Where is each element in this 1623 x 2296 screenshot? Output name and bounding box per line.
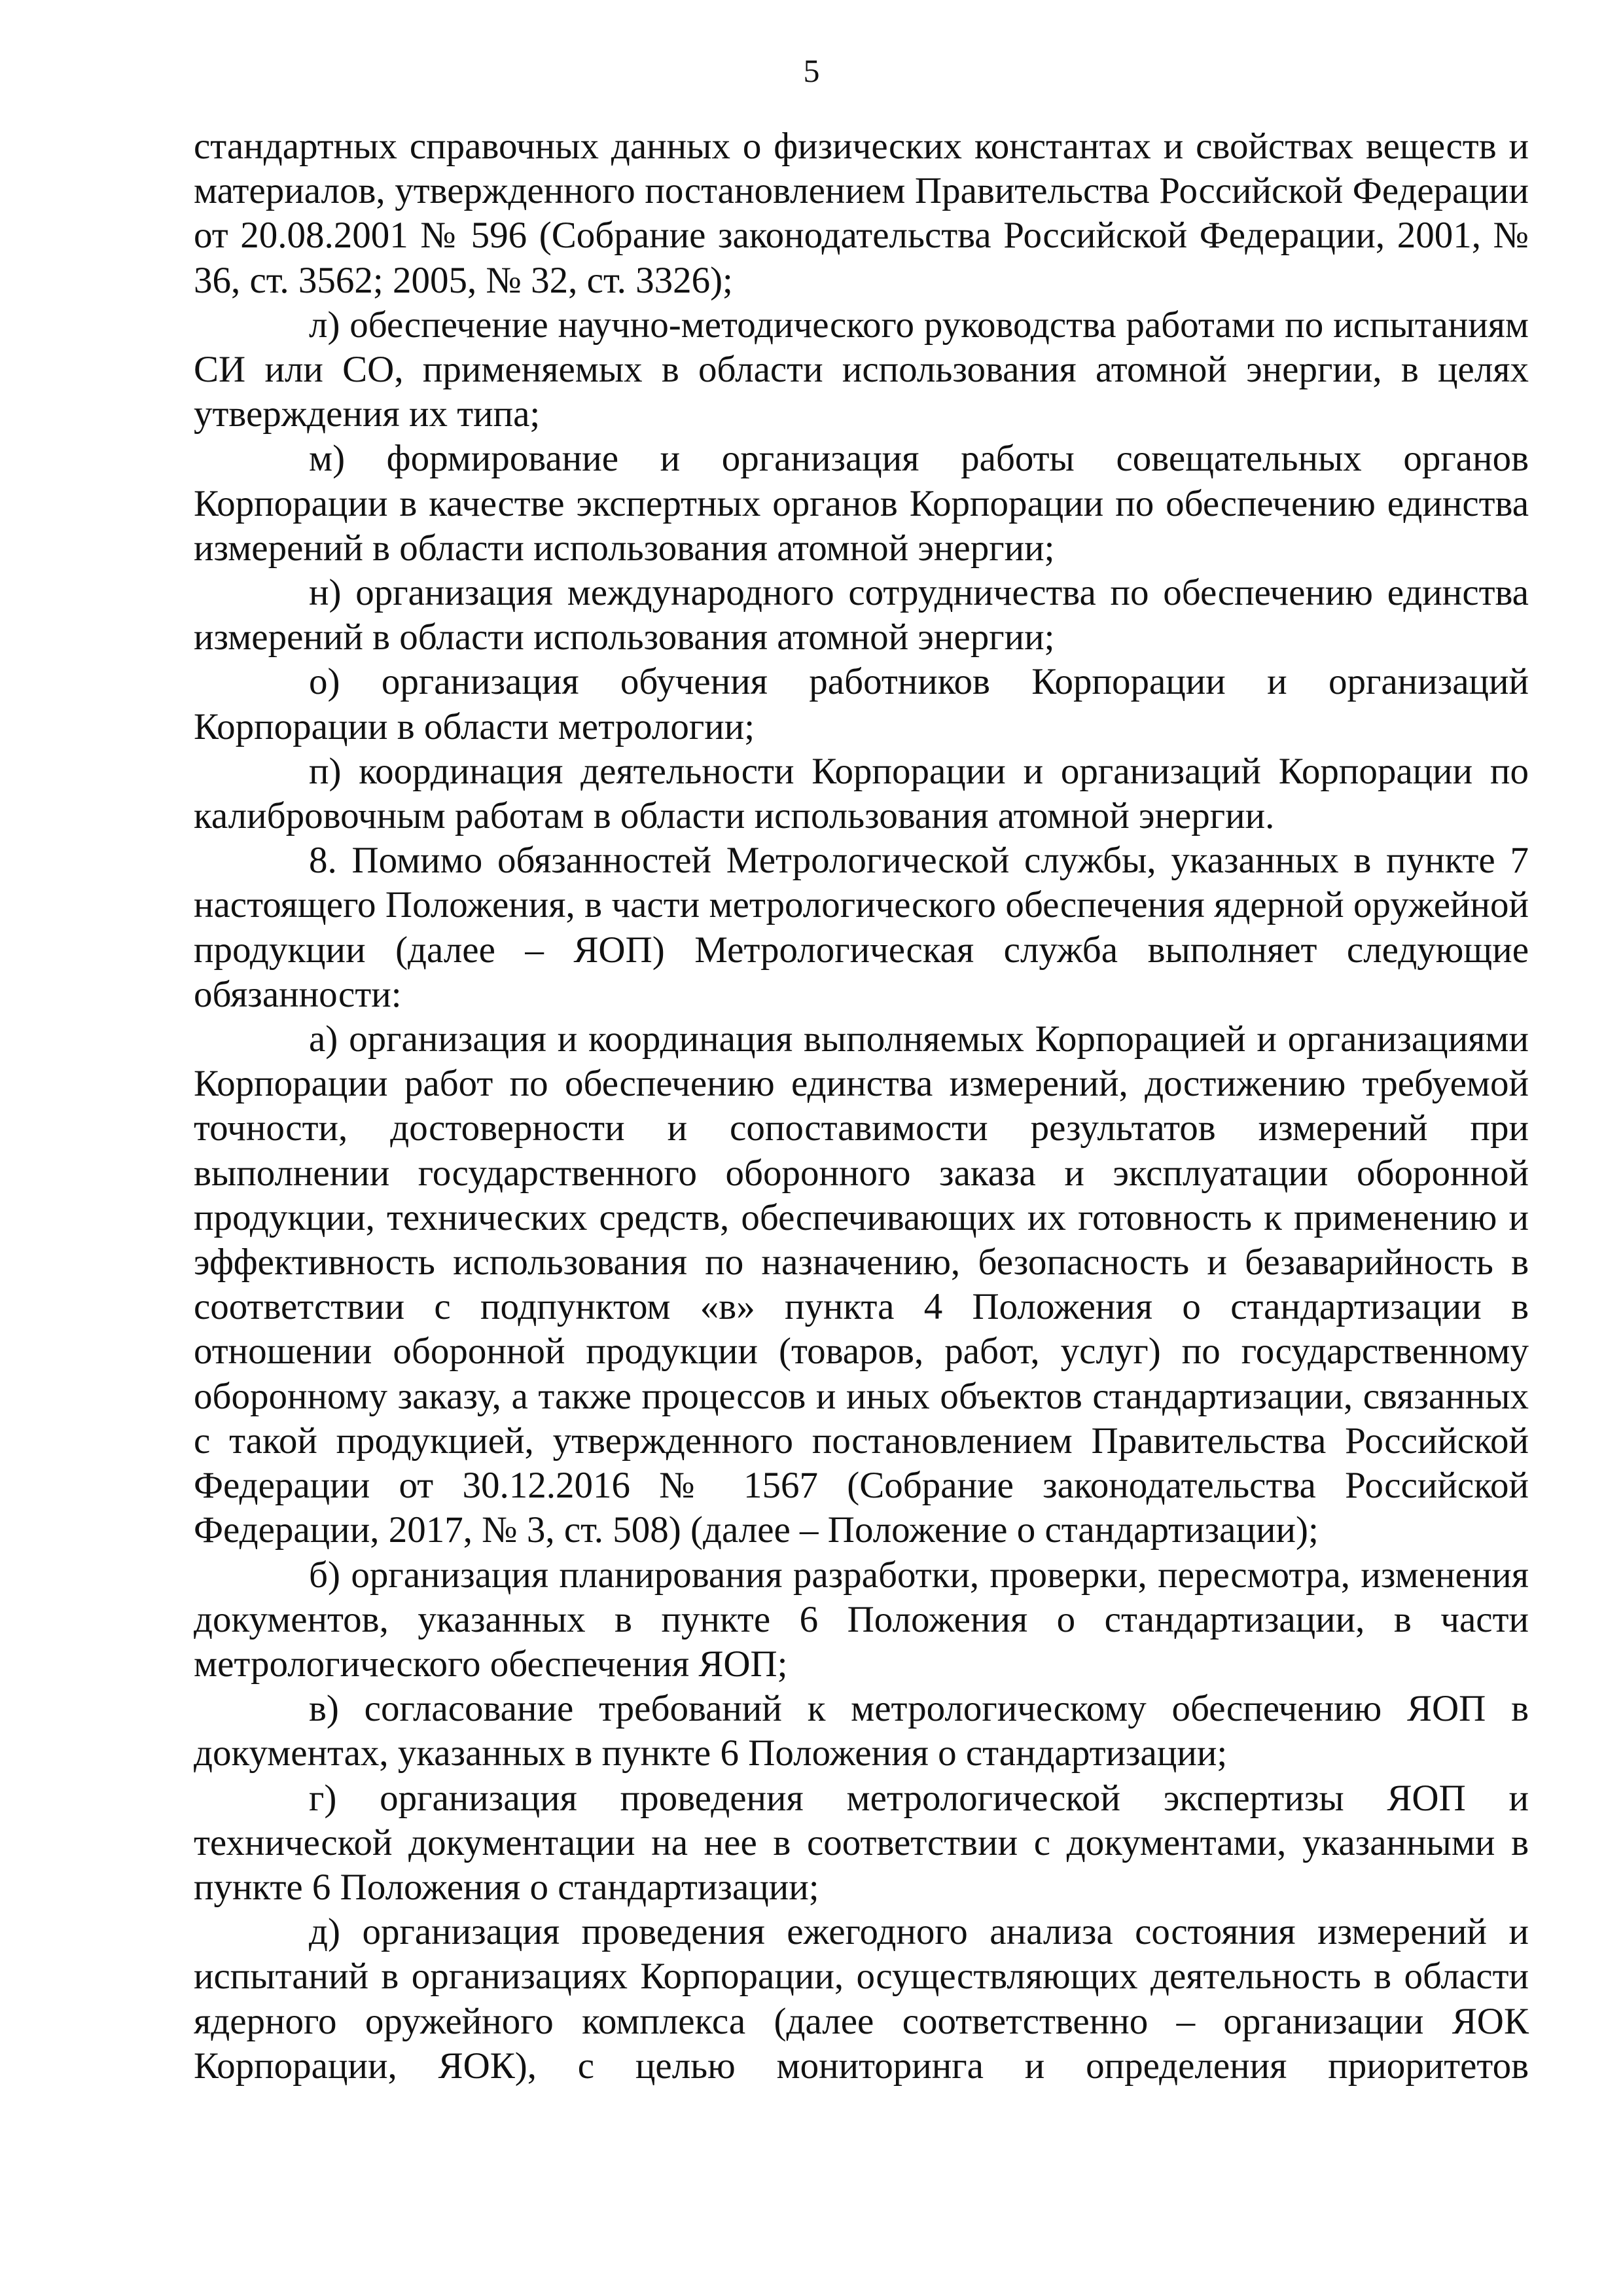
paragraph-continuation: стандартных справочных данных о физических константах и свойствах веществ и материалов, утвержденного постановлением Правительства Российской Федерации от 20.08.2001 № 596 (Собрание законодательства Российской Федерации, 2001, № 36, ст. 3562; 2005, № 32, ст. 3326);	[194, 126, 1529, 301]
page-number: 5	[803, 52, 820, 89]
paragraph-item-l: л) обеспечение научно-методического руководства работами по испытаниям СИ или СО, применяемых в области использования атомной энергии, в целях утверждения их типа;	[194, 304, 1529, 435]
paragraph-item-v: в) согласование требований к метрологическому обеспечению ЯОП в документах, указанных в пункте 6 Положения о стандартизации;	[194, 1688, 1529, 1774]
paragraph-item-d: д) организация проведения ежегодного анализа состояния измерений и испытаний в организациях Корпорации, осуществляющих деятельность в области ядерного оружейного комплекса (далее соответственно – организации ЯОК Корпорации, ЯОК), с целью мониторинга и определения приоритетов	[194, 1911, 1529, 2087]
paragraph-item-m: м) формирование и организация работы совещательных органов Корпорации в качестве экспертных органов Корпорации по обеспечению единства измерений в области использования атомной энергии;	[194, 438, 1529, 569]
paragraph-item-p: п) координация деятельности Корпорации и организаций Корпорации по калибровочным работам в области использования атомной энергии.	[194, 750, 1529, 837]
paragraph-clause-8: 8. Помимо обязанностей Метрологической службы, указанных в пункте 7 настоящего Положения, в части метрологического обеспечения ядерной оружейной продукции (далее – ЯОП) Метрологическая служба выполняет следующие обязанности:	[194, 840, 1529, 1015]
paragraph-item-n: н) организация международного сотрудничества по обеспечению единства измерений в области использования атомной энергии;	[194, 572, 1529, 658]
paragraph-item-g: г) организация проведения метрологической экспертизы ЯОП и технической документации на нее в соответствии с документами, указанными в пункте 6 Положения о стандартизации;	[194, 1777, 1529, 1908]
paragraph-item-a: а) организация и координация выполняемых Корпорацией и организациями Корпорации работ по обеспечению единства измерений, достижению требуемой точности, достоверности и сопоставимости результатов измерений при выполнении государственного оборонного заказа и эксплуатации оборонной продукции, технических средств, обеспечивающих их готовность к применению и эффективность использования по назначению, безопасность и безаварийность в соответствии с подпунктом «в» пункта 4 Положения о стандартизации в отношении оборонной продукции (товаров, работ, услуг) по государственному оборонному заказу, а также процессов и иных объектов стандартизации, связанных с такой продукцией, утвержденного постановлением Правительства Российской Федерации от 30.12.2016 № 1567 (Собрание законодательства Российской Федерации, 2017, № 3, ст. 508) (далее – Положение о стандартизации);	[194, 1018, 1529, 1551]
document-body	[194, 124, 1529, 2089]
paragraph-item-b: б) организация планирования разработки, проверки, пересмотра, изменения документов, указанных в пункте 6 Положения о стандартизации, в части метрологического обеспечения ЯОП;	[194, 1554, 1529, 1685]
paragraph-item-o: о) организация обучения работников Корпорации и организаций Корпорации в области метрологии;	[194, 661, 1529, 747]
